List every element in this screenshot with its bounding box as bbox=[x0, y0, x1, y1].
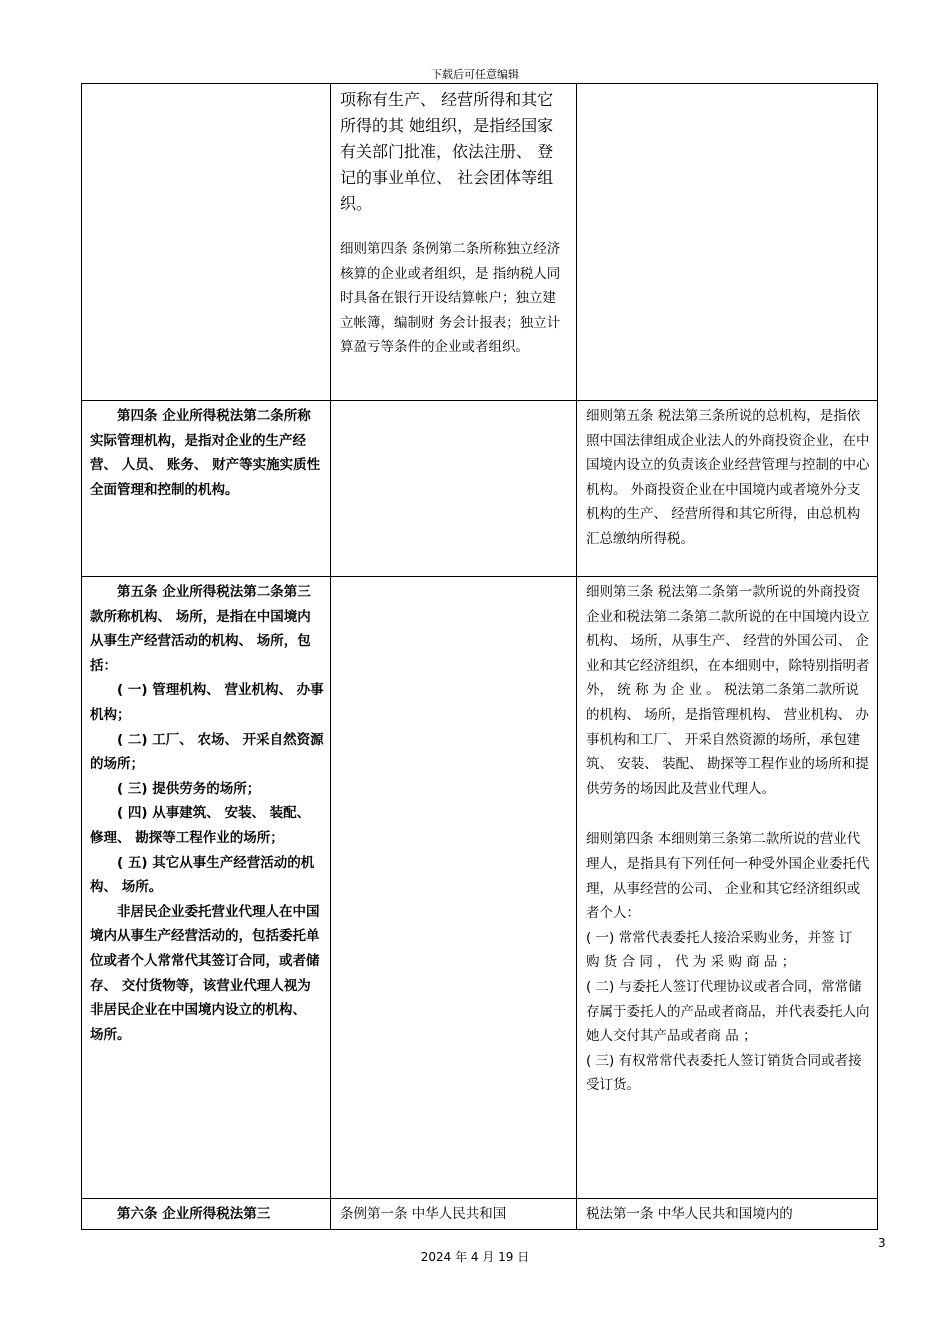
article-text: 企业所得税法第二条所称实际管理机构，是指对企业的生产经营、 人员、 账务、 财产等实施实质性全面管理和控制的机构。 bbox=[90, 408, 321, 498]
article-label: 第四条 bbox=[117, 408, 158, 424]
rule-article-3: 细则第三条 税法第二条第一款所说的外商投资企业和税法第二条第二款所说的在中国境内设立机构、 场所，从事生产、 经营的外国公司、 企业和其它经济组织，在本细则中，除特别指明者外， 统 称 为 企 业 。 税法第二条第二款所说的机构、 场所，是指管理机构、 营业机构、 办事机构和工厂、 开采自然资源的场所，承包建筑、 安装、 装配、 勘探等工程作业的场所和提供劳务的场因此及营业代理人。 bbox=[586, 584, 870, 797]
law-cell bbox=[82, 84, 331, 401]
regulation-cell bbox=[331, 1199, 577, 1230]
tax-law-article-1: 税法第一条 中华人民共和国境内的 bbox=[586, 1206, 793, 1222]
article-text: 企业所得税法第三 bbox=[162, 1206, 271, 1222]
list-item: ( 二) 工厂、 农场、 开采自然资源的场所； bbox=[90, 731, 324, 773]
regulation-text: 项称有生产、 经营所得和其它所得的其 她组织，是指经国家有关部门批准，依法注册、 登记的事业单位、 社会团体等组织。 bbox=[340, 90, 554, 213]
article-paragraph: 非居民企业委托营业代理人在中国境内从事生产经营活动的，包括委托单位或者个人常常代其签订合同，或者储存、 交付货物等，该营业代理人视为非居民企业在中国境内设立的机构、 场所。 bbox=[90, 903, 320, 1043]
table-row bbox=[82, 577, 878, 1199]
list-item: ( 五) 其它从事生产经营活动的机构、 场所。 bbox=[90, 854, 315, 896]
article-label: 第五条 bbox=[117, 584, 158, 600]
list-item: ( 一) 常常代表委托人接洽采购业务，并签 订 购 货 合 同 ， 代 为 采 购 商 品 ； bbox=[586, 929, 853, 971]
article-label: 第六条 bbox=[117, 1206, 158, 1222]
regulation-cell bbox=[331, 401, 577, 577]
page-number: 3 bbox=[878, 1236, 886, 1250]
rule-article-4: 细则第四条 本细则第三条第二款所说的营业代理人，是指具有下列任何一种受外国企业委托代理，从事经营的公司、 企业和其它经济组织或者个人： bbox=[586, 831, 870, 922]
regulation-comparison-table bbox=[81, 83, 878, 1230]
detail-rule-cell bbox=[577, 401, 878, 577]
list-item: ( 四) 从事建筑、 安装、 装配、 修理、 勘探等工程作业的场所； bbox=[90, 805, 311, 846]
rule-article-5: 细则第五条 税法第三条所说的总机构，是指依照中国法律组成企业法人的外商投资企业，在中国境内设立的负责该企业经营管理与控制的中心机构。 外商投资企业在中国境内或者境外分支机构的生产、 经营所得和其它所得，由总机构汇总缴纳所得税。 bbox=[586, 408, 870, 547]
detail-rule-cell bbox=[577, 577, 878, 1199]
table-row bbox=[82, 401, 878, 577]
law-cell bbox=[82, 401, 331, 577]
list-item: ( 一) 管理机构、 营业机构、 办事机构； bbox=[90, 682, 324, 723]
list-item: ( 三) 提供劳务的场所； bbox=[117, 780, 261, 797]
article-text: 企业所得税法第二条第三款所称机构、 场所，是指在中国境内从事生产经营活动的机构、 场所，包括： bbox=[90, 584, 311, 674]
table-row bbox=[82, 84, 878, 401]
footer-date: 2024 年 4 月 19 日 bbox=[420, 1250, 530, 1264]
detail-rule-cell bbox=[577, 84, 878, 401]
law-cell bbox=[82, 577, 331, 1199]
regulation-cell bbox=[331, 577, 577, 1199]
rule-article-4: 细则第四条 条例第二条所称独立经济核算的企业或者组织，是 指纳税人同时具备在银行开设结算帐户；独立建立帐簿，编制财 务会计报表；独立计算盈亏等条件的企业或者组织。 bbox=[340, 241, 561, 356]
regulation-cell bbox=[331, 84, 577, 401]
regulation-article-1: 条例第一条 中华人民共和国 bbox=[340, 1206, 507, 1222]
detail-rule-cell bbox=[577, 1199, 878, 1230]
table-row bbox=[82, 1199, 878, 1230]
list-item: ( 三) 有权常常代表委托人签订销货合同或者接受订货。 bbox=[586, 1052, 862, 1094]
law-cell bbox=[82, 1199, 331, 1230]
list-item: ( 二) 与委托人签订代理协议或者合同，常常储存属于委托人的产品或者商品，并代表委托人向她人交付其产品或者商 品 ； bbox=[586, 978, 870, 1045]
page-header: 下载后可任意编辑 bbox=[431, 68, 519, 81]
